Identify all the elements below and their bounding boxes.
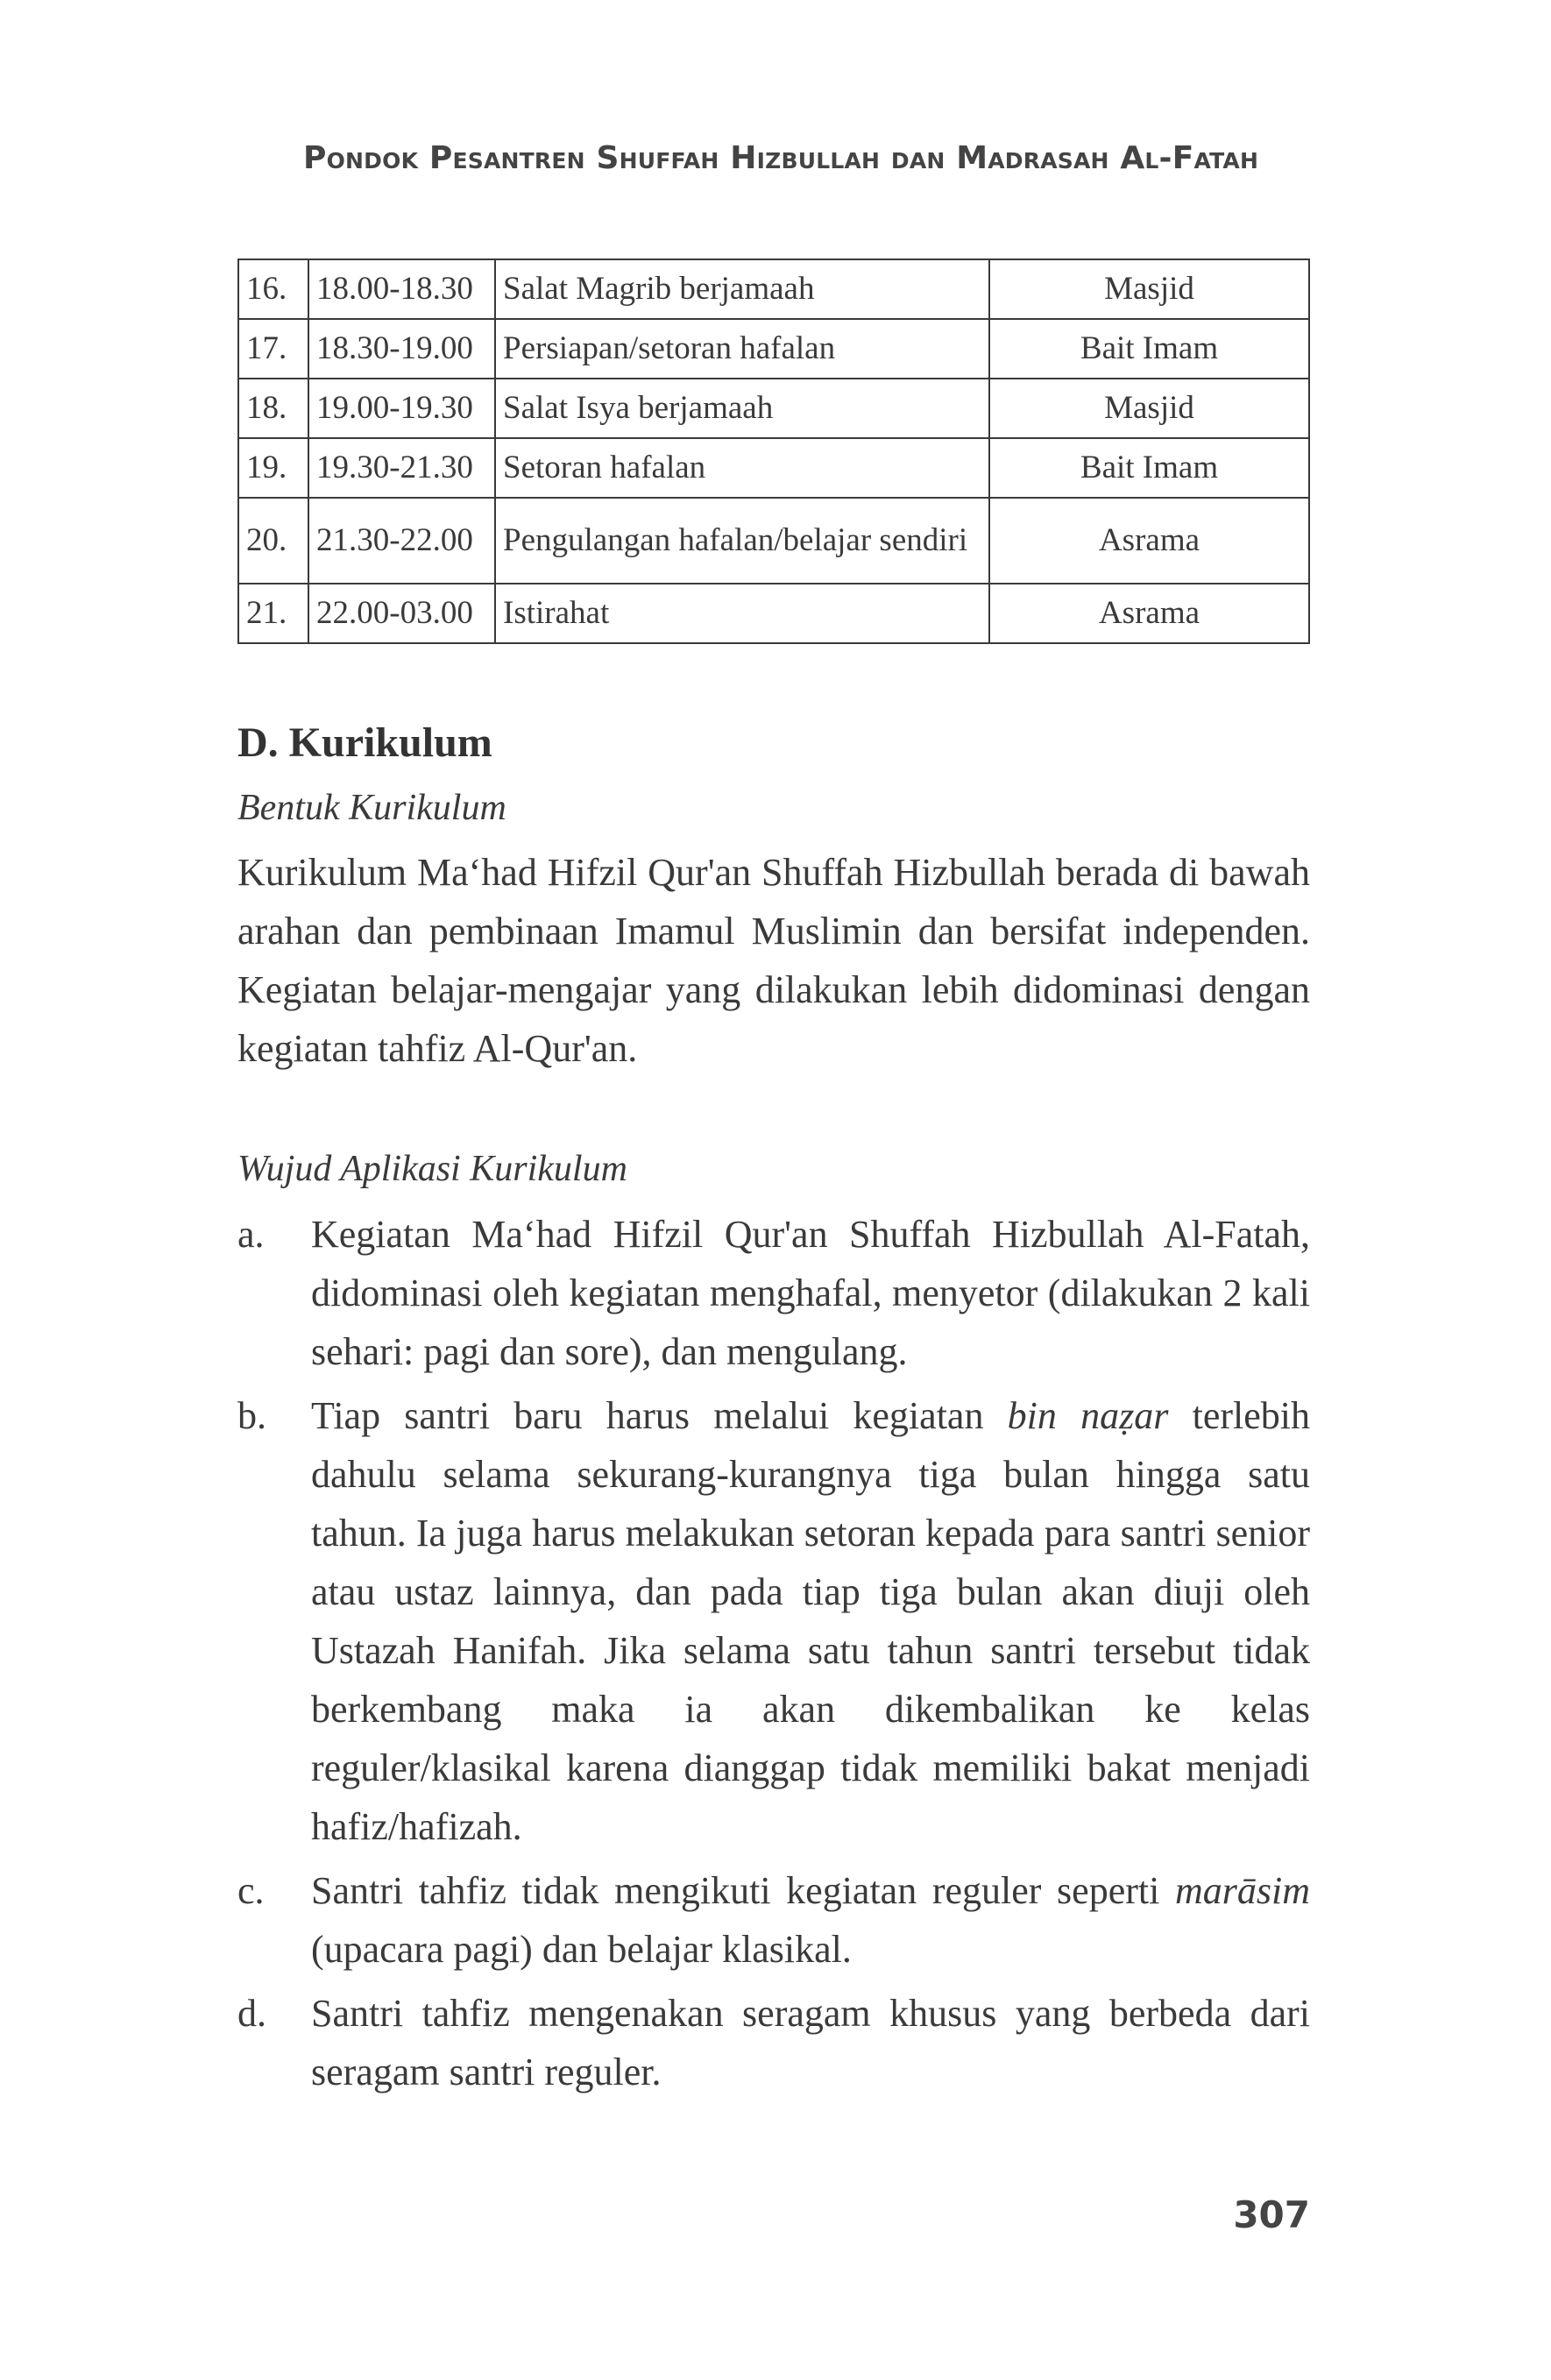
list-item	[237, 1386, 1310, 1856]
table-row	[238, 584, 1309, 643]
row-time: 18.00-18.30	[308, 259, 495, 319]
row-location: Masjid	[989, 259, 1309, 319]
row-number: 16.	[238, 259, 308, 319]
list-text	[311, 1386, 1310, 1856]
list-text-after: (upacara pagi) dan belajar klasikal.	[311, 1928, 852, 1971]
list-text: Santri tahfiz mengenakan seragam khusus yang berbeda dari seragam santri reguler.	[311, 1992, 1310, 2093]
table-row	[238, 379, 1309, 438]
list-marker: b.	[237, 1394, 266, 1437]
row-number: 18.	[238, 379, 308, 438]
schedule-table	[237, 259, 1310, 644]
row-location: Asrama	[989, 498, 1309, 584]
list-text: Kegiatan Ma‘had Hifzil Qur'an Shuffah Hizbullah Al-Fatah, didominasi oleh kegiatan menghafal, menyetor (dilakukan 2 kali sehari: pagi dan sore), dan mengulang.	[311, 1213, 1310, 1373]
row-time: 18.30-19.00	[308, 319, 495, 379]
subheading-curriculum-form: Bentuk Kurikulum	[237, 788, 506, 828]
body-paragraph: Kurikulum Ma‘had Hifzil Qur'an Shuffah Hizbullah berada di bawah arahan dan pembinaan Imamul Muslimin dan bersifat independen. Kegiatan belajar-mengajar yang dilakukan lebih didominasi dengan kegiatan tahfiz Al-Qur'an.	[237, 851, 1310, 1070]
list-item	[237, 1861, 1310, 1979]
row-time: 19.00-19.30	[308, 379, 495, 438]
list-item	[237, 1205, 1310, 1381]
row-location: Masjid	[989, 379, 1309, 438]
list-text-before: Tiap santri baru harus melalui kegiatan	[311, 1394, 1008, 1437]
row-number: 21.	[238, 584, 308, 643]
curriculum-list	[237, 1205, 1310, 2107]
section-heading: D. Kurikulum	[237, 719, 492, 766]
row-number: 20.	[238, 498, 308, 584]
row-activity: Salat Isya berjamaah	[495, 379, 989, 438]
list-text-before: Santri tahfiz tidak mengikuti kegiatan reguler seperti	[311, 1869, 1175, 1912]
row-time: 21.30-22.00	[308, 498, 495, 584]
table-row	[238, 498, 1309, 584]
row-number: 19.	[238, 438, 308, 498]
list-marker: d.	[237, 1992, 266, 2035]
page-number: 307	[1233, 2193, 1310, 2236]
running-header: Pondok Pesantren Shuffah Hizbullah dan Madrasah Al-Fatah	[303, 140, 1259, 176]
row-location: Bait Imam	[989, 438, 1309, 498]
table-row	[238, 319, 1309, 379]
list-text-after: terlebih dahulu selama sekurang-kurangnya tiga bulan hingga satu tahun. Ia juga harus melakukan setoran kepada para santri senior atau ustaz lainnya, dan pada tiap tiga bulan akan diuji oleh Ustazah Hanifah. Jika selama satu tahun santri tersebut tidak berkembang maka ia akan dikembalikan ke kelas reguler/klasikal karena dianggap tidak memiliki bakat menjadi hafiz/hafizah.	[311, 1394, 1310, 1848]
list-marker: a.	[237, 1213, 265, 1256]
row-activity: Pengulangan hafalan/belajar sendiri	[495, 498, 989, 584]
table-row	[238, 259, 1309, 319]
list-text	[311, 1861, 1310, 1979]
row-time: 19.30-21.30	[308, 438, 495, 498]
list-item	[237, 1984, 1310, 2101]
italic-term: bin naẓar	[1007, 1394, 1169, 1437]
table-row	[238, 438, 1309, 498]
row-location: Bait Imam	[989, 319, 1309, 379]
row-activity: Istirahat	[495, 584, 989, 643]
subheading-curriculum-application: Wujud Aplikasi Kurikulum	[237, 1149, 627, 1189]
italic-term: marāsim	[1174, 1869, 1310, 1912]
row-activity: Salat Magrib berjamaah	[495, 259, 989, 319]
row-activity: Persiapan/setoran hafalan	[495, 319, 989, 379]
row-number: 17.	[238, 319, 308, 379]
row-location: Asrama	[989, 584, 1309, 643]
list-marker: c.	[237, 1869, 265, 1912]
row-activity: Setoran hafalan	[495, 438, 989, 498]
row-time: 22.00-03.00	[308, 584, 495, 643]
